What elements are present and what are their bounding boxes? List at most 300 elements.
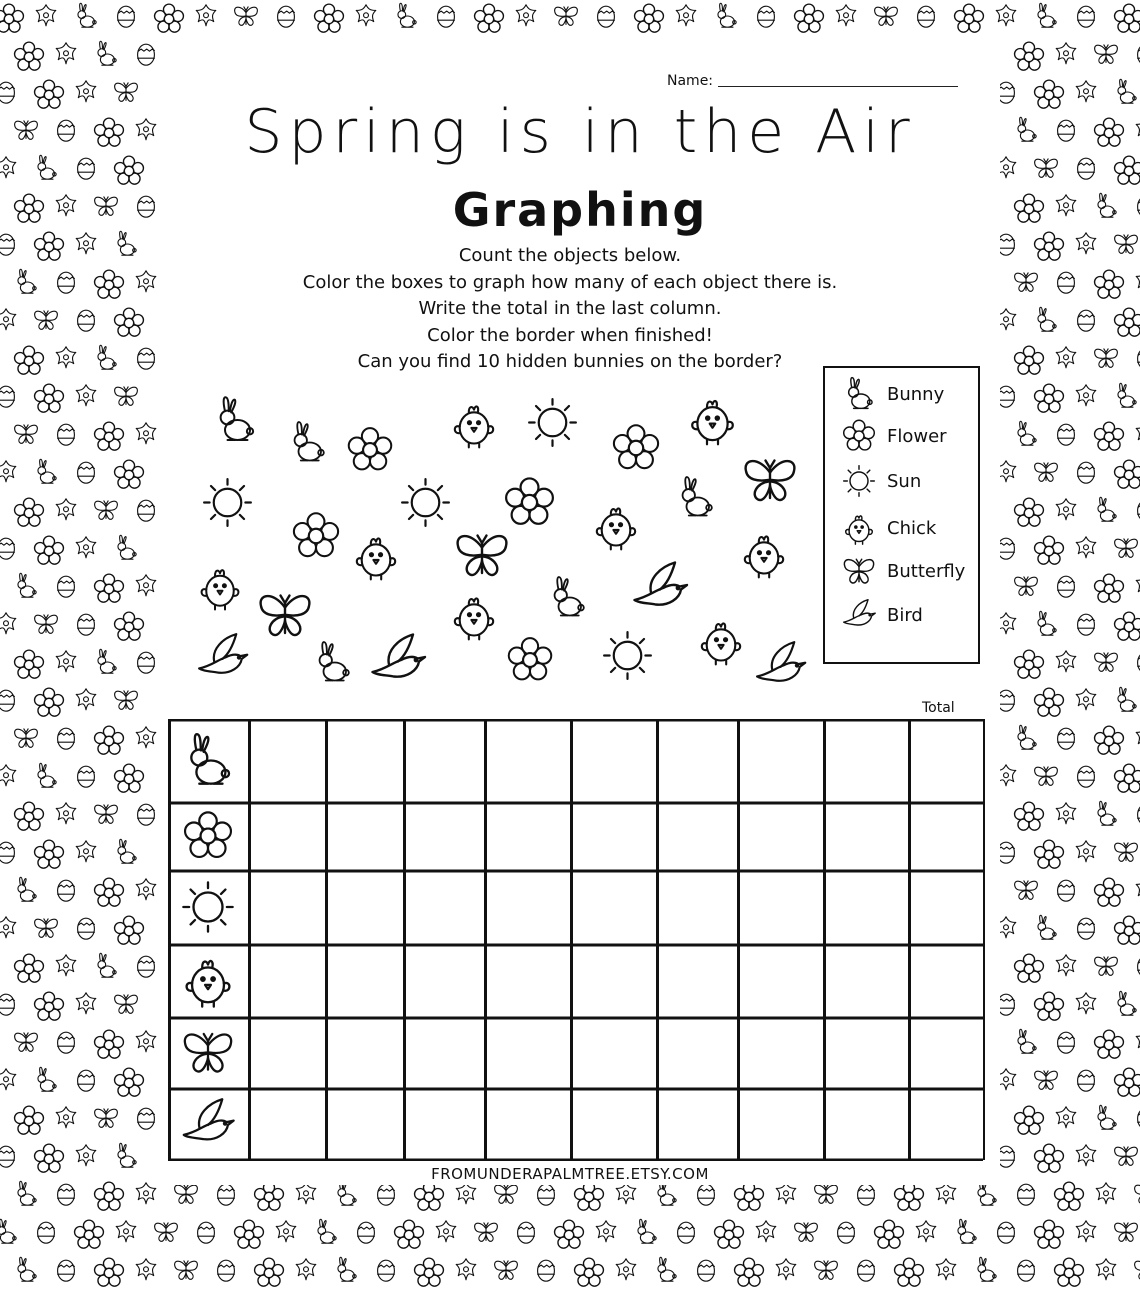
border-bunny-icon — [98, 41, 116, 65]
border-egg-icon — [1078, 1070, 1095, 1091]
border-flower-icon — [95, 1030, 124, 1058]
border-star-flower-icon — [76, 81, 96, 102]
border-flower-icon — [1095, 118, 1124, 146]
border-star-flower-icon — [76, 993, 96, 1014]
border-flower-icon — [35, 536, 64, 564]
border-bunny-icon — [658, 1257, 676, 1281]
border-bunny-icon — [118, 535, 136, 559]
border-flower-icon — [115, 764, 144, 792]
border-bunny-icon — [1038, 3, 1056, 27]
border-star-flower-icon — [296, 1259, 316, 1280]
border-bunny-icon — [1038, 611, 1056, 635]
border-flower-icon — [415, 1258, 444, 1286]
border-star-flower-icon — [1056, 955, 1076, 976]
border-star-flower-icon — [0, 1069, 16, 1090]
border-egg-icon — [1058, 576, 1075, 597]
border-bunny-icon — [718, 3, 736, 27]
graph-row-sun-icon — [183, 882, 232, 931]
border-butterfly-icon — [1135, 1185, 1140, 1203]
border-butterfly-icon — [1115, 1223, 1138, 1241]
border-flower-icon — [1015, 802, 1044, 830]
border-egg-icon — [378, 1260, 395, 1281]
border-egg-icon — [698, 1260, 715, 1281]
border-bunny-icon — [38, 763, 56, 787]
border-flower-icon — [1035, 1220, 1064, 1248]
border-bunny-icon — [338, 1257, 356, 1281]
legend-label: Bird — [887, 605, 923, 626]
border-flower-icon — [715, 1220, 744, 1248]
border-star-flower-icon — [1136, 879, 1140, 900]
border-egg-icon — [1078, 918, 1095, 939]
border-egg-icon — [58, 1260, 75, 1281]
border-flower-icon — [15, 42, 44, 70]
border-flower-icon — [475, 4, 504, 32]
border-egg-icon — [698, 1184, 715, 1205]
border-star-flower-icon — [1056, 499, 1076, 520]
border-flower-icon — [1015, 1106, 1044, 1134]
border-flower-icon — [115, 916, 144, 944]
scene-flower-icon — [614, 425, 658, 468]
border-butterfly-icon — [155, 1223, 178, 1241]
border-flower-icon — [1015, 346, 1044, 374]
border-star-flower-icon — [1136, 119, 1140, 140]
border-butterfly-icon — [1135, 1261, 1140, 1279]
border-star-flower-icon — [56, 499, 76, 520]
border-butterfly-icon — [1035, 1071, 1058, 1089]
border-egg-icon — [1058, 880, 1075, 901]
border-flower-icon — [1095, 422, 1124, 450]
worksheet — [160, 45, 1000, 1185]
border-egg-icon — [0, 994, 14, 1015]
border-star-flower-icon — [136, 575, 156, 596]
scene-flower-icon — [506, 478, 553, 523]
border-butterfly-icon — [475, 1223, 498, 1241]
border-star-flower-icon — [456, 1259, 476, 1280]
border-egg-icon — [998, 1222, 1015, 1243]
border-star-flower-icon — [1076, 993, 1096, 1014]
legend-item — [835, 508, 975, 548]
scene-sun-icon — [204, 479, 251, 526]
border-egg-icon — [78, 310, 95, 331]
border-star-flower-icon — [36, 5, 56, 26]
border-star-flower-icon — [136, 423, 156, 444]
border-bunny-icon — [98, 345, 116, 369]
border-egg-icon — [78, 1070, 95, 1091]
name-label: Name: — [667, 73, 714, 89]
border-butterfly-icon — [115, 691, 138, 709]
scene-bunny-icon — [683, 477, 712, 515]
scene-sun-icon — [604, 632, 651, 679]
border-flower-icon — [95, 878, 124, 906]
instructions — [240, 243, 900, 376]
border-butterfly-icon — [15, 425, 38, 443]
border-star-flower-icon — [56, 43, 76, 64]
border-star-flower-icon — [136, 879, 156, 900]
border-star-flower-icon — [296, 1183, 316, 1204]
border-flower-icon — [95, 118, 124, 146]
border-flower-icon — [1095, 270, 1124, 298]
legend-label: Butterfly — [887, 561, 966, 582]
scene-sun-icon — [529, 399, 576, 446]
border-egg-icon — [78, 918, 95, 939]
border-star-flower-icon — [996, 5, 1016, 26]
border-butterfly-icon — [1035, 159, 1058, 177]
border-star-flower-icon — [0, 765, 16, 786]
border-flower-icon — [1115, 764, 1140, 792]
scene-bird-icon — [199, 634, 247, 673]
border-star-flower-icon — [1076, 1221, 1096, 1242]
chick-icon — [841, 510, 877, 546]
border-egg-icon — [1078, 310, 1095, 331]
border-star-flower-icon — [0, 613, 16, 634]
border-flower-icon — [35, 232, 64, 260]
border-flower-icon — [875, 1220, 904, 1248]
border-butterfly-icon — [1095, 653, 1118, 671]
border-flower-icon — [35, 688, 64, 716]
scene-chick-icon — [597, 508, 635, 549]
border-butterfly-icon — [95, 501, 118, 519]
legend-item — [835, 595, 975, 635]
border-butterfly-icon — [1115, 539, 1138, 557]
border-bunny-icon — [1118, 687, 1136, 711]
border-star-flower-icon — [0, 309, 16, 330]
border-butterfly-icon — [1015, 577, 1038, 595]
scene-bunny-icon — [555, 577, 584, 615]
border-egg-icon — [58, 880, 75, 901]
border-flower-icon — [1115, 460, 1140, 488]
border-star-flower-icon — [196, 5, 216, 26]
border-egg-icon — [998, 234, 1015, 255]
legend-item — [835, 416, 975, 456]
border-flower-icon — [1035, 384, 1064, 412]
border-egg-icon — [278, 6, 295, 27]
border-egg-icon — [58, 1032, 75, 1053]
border-egg-icon — [538, 1260, 555, 1281]
border-flower-icon — [255, 1258, 284, 1286]
border-flower-icon — [735, 1182, 764, 1210]
border-egg-icon — [138, 196, 155, 217]
border-bunny-icon — [958, 1219, 976, 1243]
instruction-line: Color the boxes to graph how many of each object there is. — [302, 271, 838, 293]
border-star-flower-icon — [776, 1259, 796, 1280]
border-butterfly-icon — [175, 1261, 198, 1279]
border-flower-icon — [1035, 840, 1064, 868]
border-flower-icon — [115, 156, 144, 184]
border-bunny-icon — [98, 649, 116, 673]
border-flower-icon — [1115, 308, 1140, 336]
border-flower-icon — [1115, 916, 1140, 944]
border-egg-icon — [38, 1222, 55, 1243]
border-flower-icon — [1015, 954, 1044, 982]
footer-url: FROMUNDERAPALMTREE.ETSY.COM — [431, 1165, 709, 1183]
border-flower-icon — [1115, 1068, 1140, 1096]
border-flower-icon — [35, 992, 64, 1020]
border-flower-icon — [1055, 1258, 1084, 1286]
border-egg-icon — [1058, 728, 1075, 749]
scene-butterfly-icon — [746, 461, 795, 501]
border-star-flower-icon — [356, 5, 376, 26]
scene-chick-icon — [692, 401, 733, 444]
border-flower-icon — [895, 1258, 924, 1286]
scene-chick-icon — [745, 536, 783, 577]
border-star-flower-icon — [456, 1183, 476, 1204]
border-butterfly-icon — [35, 919, 58, 937]
border-egg-icon — [58, 728, 75, 749]
scene-bunny-icon — [320, 642, 349, 680]
border-butterfly-icon — [175, 1185, 198, 1203]
border-star-flower-icon — [56, 955, 76, 976]
border-egg-icon — [138, 1108, 155, 1129]
border-bunny-icon — [38, 1067, 56, 1091]
border-star-flower-icon — [1136, 727, 1140, 748]
graph-row-bunny-icon — [191, 734, 229, 784]
border-butterfly-icon — [795, 1223, 818, 1241]
border-butterfly-icon — [1095, 45, 1118, 63]
border-bunny-icon — [318, 1219, 336, 1243]
border-butterfly-icon — [1035, 767, 1058, 785]
border-egg-icon — [0, 538, 14, 559]
scene-butterfly-icon — [458, 536, 507, 576]
border-flower-icon — [35, 840, 64, 868]
border-flower-icon — [1015, 498, 1044, 526]
border-butterfly-icon — [495, 1185, 518, 1203]
scene-sun-icon — [402, 479, 449, 526]
border-egg-icon — [0, 842, 14, 863]
border-star-flower-icon — [136, 271, 156, 292]
border-egg-icon — [998, 842, 1015, 863]
border-flower-icon — [1035, 992, 1064, 1020]
border-butterfly-icon — [235, 7, 258, 25]
border-star-flower-icon — [1056, 347, 1076, 368]
legend-label: Bunny — [887, 384, 945, 405]
border-flower-icon — [15, 650, 44, 678]
border-star-flower-icon — [616, 1183, 636, 1204]
border-egg-icon — [598, 6, 615, 27]
border-egg-icon — [78, 462, 95, 483]
border-star-flower-icon — [1096, 1183, 1116, 1204]
border-flower-icon — [15, 194, 44, 222]
border-flower-icon — [155, 4, 184, 32]
border-flower-icon — [1115, 156, 1140, 184]
border-star-flower-icon — [1056, 195, 1076, 216]
border-egg-icon — [58, 272, 75, 293]
page-subtitle: Graphing — [452, 183, 708, 237]
border-butterfly-icon — [1115, 235, 1138, 253]
border-flower-icon — [555, 1220, 584, 1248]
border-flower-icon — [115, 460, 144, 488]
border-butterfly-icon — [15, 729, 38, 747]
legend-label: Sun — [887, 471, 922, 492]
border-bunny-icon — [38, 459, 56, 483]
border-egg-icon — [0, 234, 14, 255]
border-flower-icon — [735, 1258, 764, 1286]
border-bunny-icon — [118, 231, 136, 255]
scene-chick-icon — [202, 570, 239, 609]
border-egg-icon — [358, 1222, 375, 1243]
border-star-flower-icon — [616, 1259, 636, 1280]
border-flower-icon — [35, 384, 64, 412]
border-bunny-icon — [98, 953, 116, 977]
border-bunny-icon — [18, 1181, 36, 1205]
border-egg-icon — [1078, 462, 1095, 483]
border-star-flower-icon — [936, 1183, 956, 1204]
border-flower-icon — [955, 4, 984, 32]
border-butterfly-icon — [1035, 463, 1058, 481]
border-flower-icon — [1015, 650, 1044, 678]
border-egg-icon — [138, 804, 155, 825]
border-egg-icon — [1058, 1032, 1075, 1053]
border-bunny-icon — [18, 1257, 36, 1281]
border-bunny-icon — [398, 3, 416, 27]
border-star-flower-icon — [76, 689, 96, 710]
border-flower-icon — [315, 4, 344, 32]
border-butterfly-icon — [95, 805, 118, 823]
border-egg-icon — [1078, 6, 1095, 27]
border-egg-icon — [998, 82, 1015, 103]
border-egg-icon — [858, 1184, 875, 1205]
border-flower-icon — [255, 1182, 284, 1210]
border-star-flower-icon — [916, 1221, 936, 1242]
bunny-icon — [841, 376, 877, 412]
border-butterfly-icon — [95, 197, 118, 215]
border-star-flower-icon — [1076, 81, 1096, 102]
border-star-flower-icon — [936, 1259, 956, 1280]
border-star-flower-icon — [1056, 803, 1076, 824]
scene-chick-icon — [702, 623, 740, 664]
border-star-flower-icon — [76, 841, 96, 862]
border-star-flower-icon — [136, 119, 156, 140]
border-bunny-icon — [1018, 421, 1036, 445]
border-star-flower-icon — [136, 1183, 156, 1204]
scene-chick-icon — [455, 598, 493, 639]
border-egg-icon — [138, 500, 155, 521]
border-flower-icon — [1015, 42, 1044, 70]
border-bunny-icon — [18, 269, 36, 293]
border-egg-icon — [78, 614, 95, 635]
legend-item — [835, 551, 975, 591]
scene-bunny-icon — [295, 422, 324, 460]
border-star-flower-icon — [76, 1145, 96, 1166]
border-star-flower-icon — [1076, 841, 1096, 862]
border-egg-icon — [138, 44, 155, 65]
sun-icon — [841, 463, 877, 499]
border-egg-icon — [518, 1222, 535, 1243]
border-butterfly-icon — [1015, 881, 1038, 899]
border-butterfly-icon — [875, 7, 898, 25]
scene-flower-icon — [509, 638, 552, 679]
border-bunny-icon — [1038, 307, 1056, 331]
border-egg-icon — [858, 1260, 875, 1281]
border-star-flower-icon — [56, 651, 76, 672]
border-butterfly-icon — [95, 1109, 118, 1127]
border-flower-icon — [95, 422, 124, 450]
border-egg-icon — [998, 386, 1015, 407]
border-egg-icon — [58, 1184, 75, 1205]
border-bunny-icon — [1098, 801, 1116, 825]
border-butterfly-icon — [35, 311, 58, 329]
border-egg-icon — [0, 690, 14, 711]
legend-box — [823, 366, 980, 664]
border-egg-icon — [78, 766, 95, 787]
graph-grid — [168, 719, 985, 1161]
graph-row-bird-icon — [184, 1099, 234, 1139]
border-egg-icon — [1058, 120, 1075, 141]
graph-row-butterfly-icon — [185, 1034, 231, 1072]
counting-scene — [190, 380, 820, 700]
border-star-flower-icon — [1076, 689, 1096, 710]
border-bunny-icon — [1018, 1029, 1036, 1053]
scene-bird-icon — [373, 635, 426, 677]
border-egg-icon — [58, 424, 75, 445]
border-flower-icon — [1055, 1182, 1084, 1210]
border-star-flower-icon — [1096, 1259, 1116, 1280]
border-flower-icon — [1115, 612, 1140, 640]
border-star-flower-icon — [0, 917, 16, 938]
border-egg-icon — [438, 6, 455, 27]
border-star-flower-icon — [516, 5, 536, 26]
border-bunny-icon — [78, 3, 96, 27]
border-star-flower-icon — [56, 803, 76, 824]
border-star-flower-icon — [56, 347, 76, 368]
scene-bird-icon — [635, 563, 688, 605]
border-bunny-icon — [1118, 79, 1136, 103]
scene-bird-icon — [757, 642, 805, 681]
border-egg-icon — [58, 576, 75, 597]
border-star-flower-icon — [1076, 537, 1096, 558]
border-star-flower-icon — [436, 1221, 456, 1242]
border-egg-icon — [838, 1222, 855, 1243]
border-bunny-icon — [18, 573, 36, 597]
border-butterfly-icon — [1095, 957, 1118, 975]
border-star-flower-icon — [0, 157, 16, 178]
border-star-flower-icon — [1056, 1107, 1076, 1128]
border-bunny-icon — [1038, 915, 1056, 939]
border-star-flower-icon — [1076, 1145, 1096, 1166]
border-egg-icon — [0, 82, 14, 103]
graph-row-flower-icon — [185, 812, 231, 857]
border-egg-icon — [118, 6, 135, 27]
border-flower-icon — [415, 1182, 444, 1210]
border-butterfly-icon — [815, 1185, 838, 1203]
border-flower-icon — [15, 954, 44, 982]
instruction-line: Write the total in the last column. — [418, 298, 722, 319]
name-field-line[interactable] — [718, 86, 958, 87]
legend-item — [835, 374, 975, 414]
border-bunny-icon — [118, 839, 136, 863]
border-flower-icon — [1095, 574, 1124, 602]
border-egg-icon — [538, 1184, 555, 1205]
border-egg-icon — [378, 1184, 395, 1205]
border-star-flower-icon — [136, 1031, 156, 1052]
border-star-flower-icon — [0, 461, 16, 482]
border-flower-icon — [15, 802, 44, 830]
border-star-flower-icon — [1136, 423, 1140, 444]
border-flower-icon — [15, 346, 44, 374]
border-bunny-icon — [1118, 991, 1136, 1015]
border-flower-icon — [115, 308, 144, 336]
scene-flower-icon — [294, 513, 338, 556]
border-star-flower-icon — [676, 5, 696, 26]
instruction-line: Color the border when finished! — [427, 324, 713, 346]
border-flower-icon — [1095, 726, 1124, 754]
border-butterfly-icon — [35, 615, 58, 633]
border-star-flower-icon — [596, 1221, 616, 1242]
scene-butterfly-icon — [261, 596, 310, 636]
border-flower-icon — [95, 270, 124, 298]
border-flower-icon — [635, 4, 664, 32]
border-butterfly-icon — [495, 1261, 518, 1279]
border-bunny-icon — [1018, 117, 1036, 141]
